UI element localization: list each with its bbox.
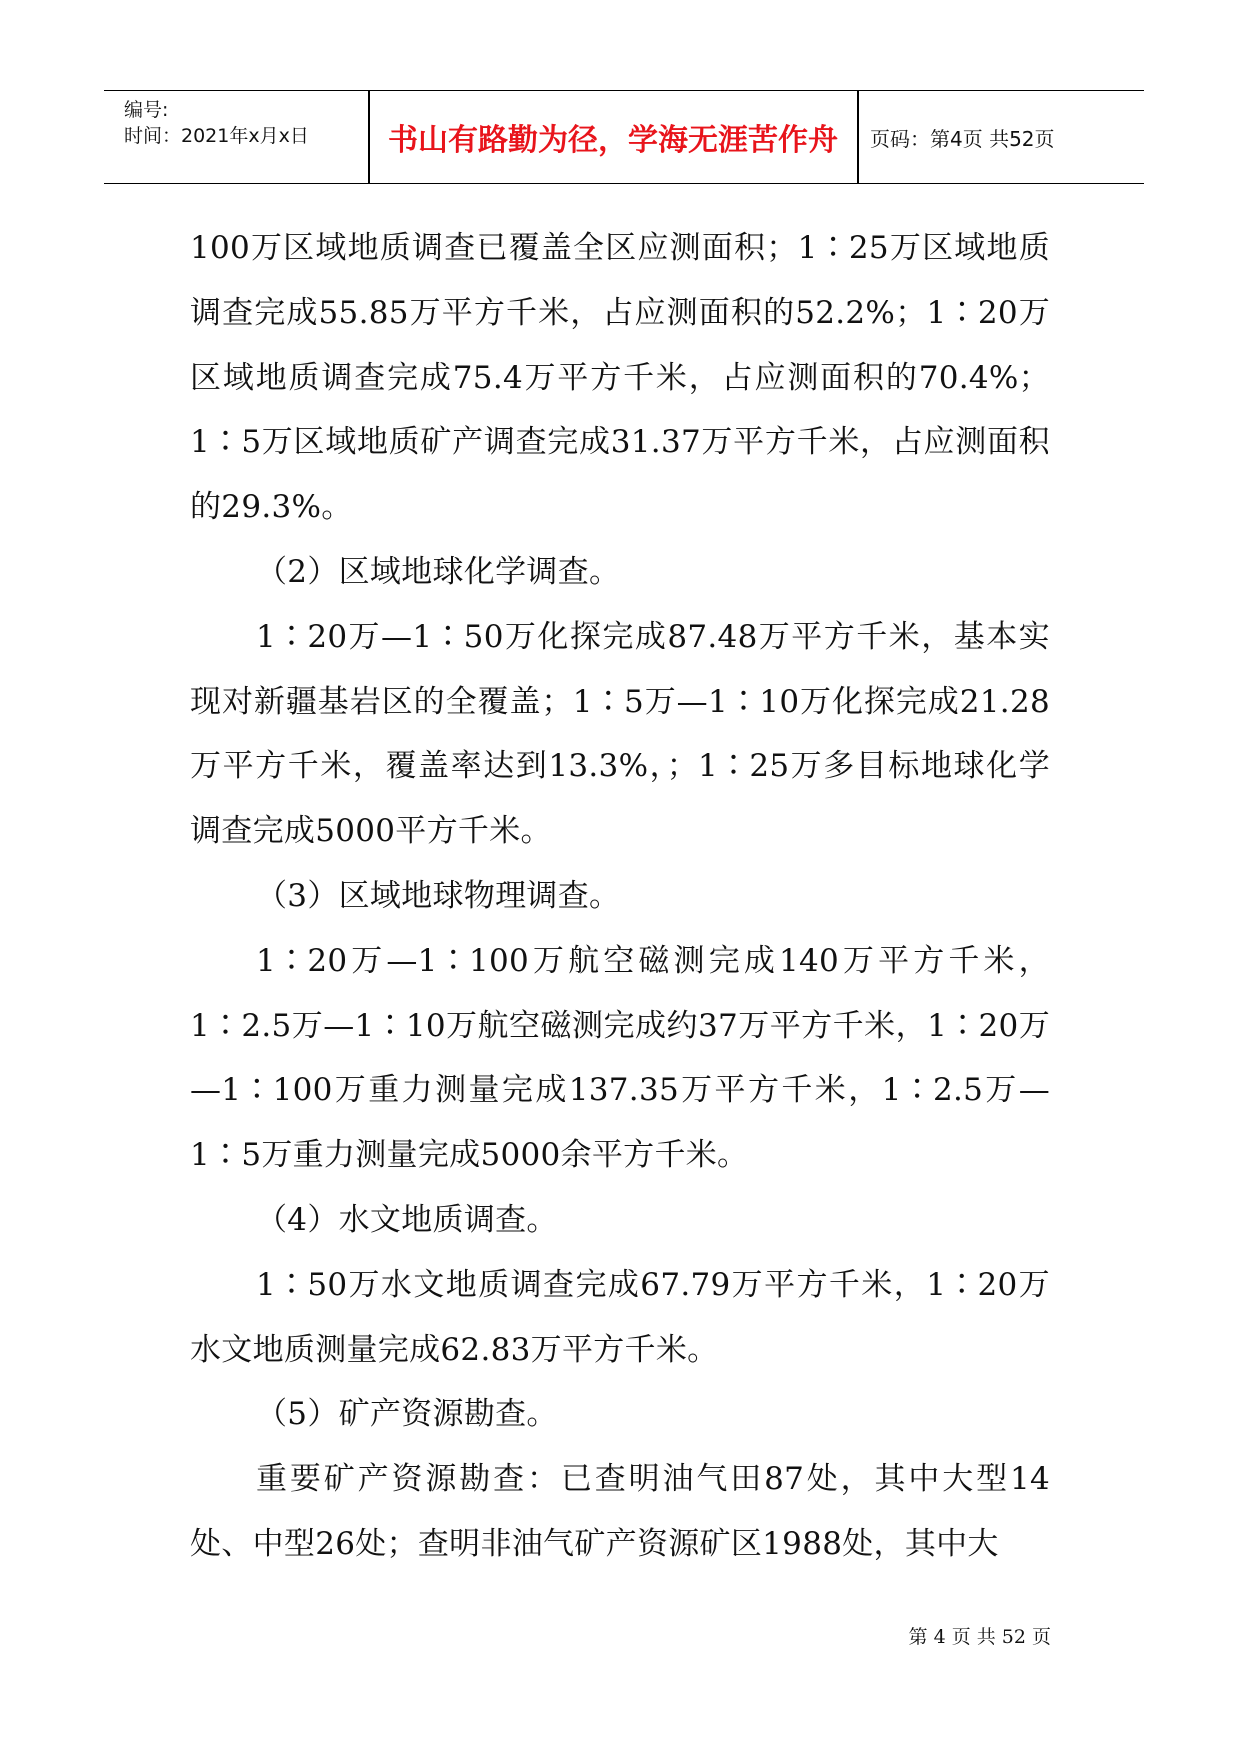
section-heading: （5）矿产资源勘查。	[256, 1396, 558, 1433]
page-footer: 第 4 页 共 52 页	[908, 1626, 1051, 1648]
number-label: 编号:	[124, 99, 169, 121]
header-motto: 书山有路勤为径，学海无涯苦作舟	[388, 123, 838, 158]
section-heading: （3）区域地球物理调查。	[256, 877, 621, 914]
section-heading: （2）区域地球化学调查。	[256, 553, 621, 590]
section-heading: （4）水文地质调查。	[256, 1201, 558, 1238]
paragraph: 重要矿产资源勘查：已查明油气田87处，其中大型14处、中型26处；查明非油气矿产资源矿区1988处，其中大	[190, 1461, 1050, 1562]
paragraph: 1∶20万—1∶50万化探完成87.48万平方千米，基本实现对新疆基岩区的全覆盖；1∶5万—1∶10万化探完成21.28万平方千米，覆盖率达到13.3%，；1∶25万多目标地球化学调查完成5000平方千米。	[190, 618, 1050, 850]
time-label: 时间：2021年x月x日	[124, 125, 309, 147]
document-body	[190, 216, 1050, 1577]
header-divider	[857, 91, 859, 183]
paragraph: 100万区域地质调查已覆盖全区应测面积；1∶25万区域地质调查完成55.85万平方千米，占应测面积的52.2%；1∶20万区域地质调查完成75.4万平方千米，占应测面积的70.4%；1∶5万区域地质矿产调查完成31.37万平方千米，占应测面积的29.3%。	[190, 230, 1050, 526]
page-header	[104, 90, 1144, 184]
paragraph: 1∶50万水文地质调查完成67.79万平方千米，1∶20万水文地质测量完成62.83万平方千米。	[190, 1266, 1050, 1368]
header-page-label: 页码：第4页 共52页	[870, 126, 1055, 151]
paragraph: 1∶20万—1∶100万航空磁测完成140万平方千米，1∶2.5万—1∶10万航空磁测完成约37万平方千米，1∶20万—1∶100万重力测量完成137.35万平方千米，1∶2.5万—1∶5万重力测量完成5000余平方千米。	[190, 942, 1050, 1174]
header-meta	[114, 91, 368, 183]
